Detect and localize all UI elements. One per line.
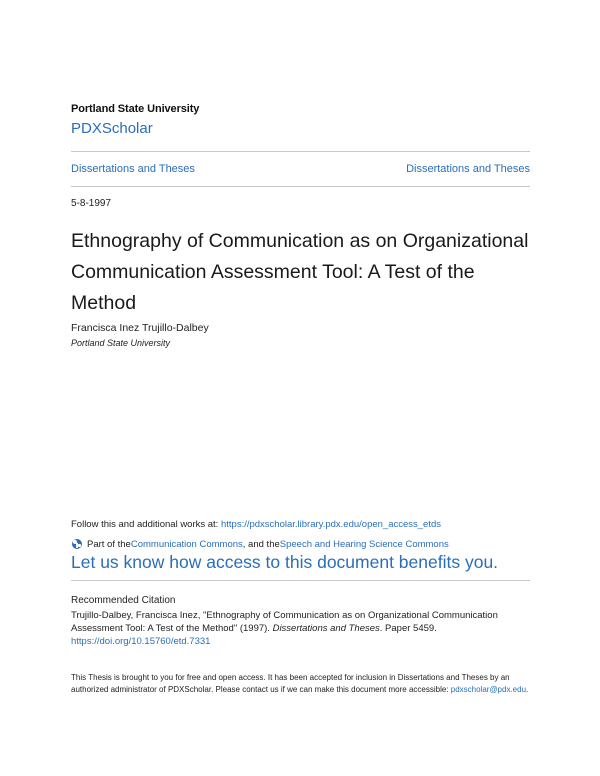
citation-series: Dissertations and Theses [272,623,380,634]
citation-heading: Recommended Citation [71,595,176,606]
citation-main: Trujillo-Dalbey, Francisca Inez, "Ethnography of Communication as on Organizational Communication Assessment Tool: A Test of the Method" (1997). [71,610,498,634]
citation-paper: . Paper 5459. [379,623,437,634]
contact-email-link[interactable]: pdxscholar@pdx.edu [450,684,527,694]
notice-text: This Thesis is brought to you for free and open access. It has been accepted for inclusion in Dissertations and Theses by an authorized administrator of PDXScholar. Please contact us if we can make this document more accessible: [71,673,510,694]
part-of-line [71,538,449,550]
access-notice [71,672,531,695]
part-of-middle: , and the [242,538,280,550]
notice-end: . [526,684,529,694]
collection-link-right[interactable]: Dissertations and Theses [406,163,530,175]
citation-text [71,609,531,648]
speech-hearing-commons-link[interactable]: Speech and Hearing Science Commons [279,538,449,550]
divider-nav [71,186,530,187]
follow-line [71,519,441,530]
institution-name: Portland State University [71,103,200,115]
divider-citation [71,580,530,581]
publication-date: 5-8-1997 [71,198,112,209]
repository-link[interactable]: PDXScholar [71,120,153,137]
follow-url-link[interactable]: https://pdxscholar.library.pdx.edu/open_access_etds [220,519,442,530]
divider-top [71,151,530,152]
part-of-prefix: Part of the [87,538,131,550]
communication-commons-link[interactable]: Communication Commons [130,538,243,550]
author-affiliation: Portland State University [71,338,171,348]
follow-prefix: Follow this and additional works at: [71,519,221,530]
commons-network-icon [71,538,83,550]
document-title: Ethnography of Communication as on Organizational Communication Assessment Tool: A Test of the Method [71,230,529,314]
feedback-link[interactable]: Let us know how access to this document benefits you. [71,552,499,572]
author-name: Francisca Inez Trujillo-Dalbey [71,322,209,334]
doi-link[interactable]: https://doi.org/10.15760/etd.7331 [71,636,211,647]
collection-link-left[interactable]: Dissertations and Theses [71,163,195,175]
